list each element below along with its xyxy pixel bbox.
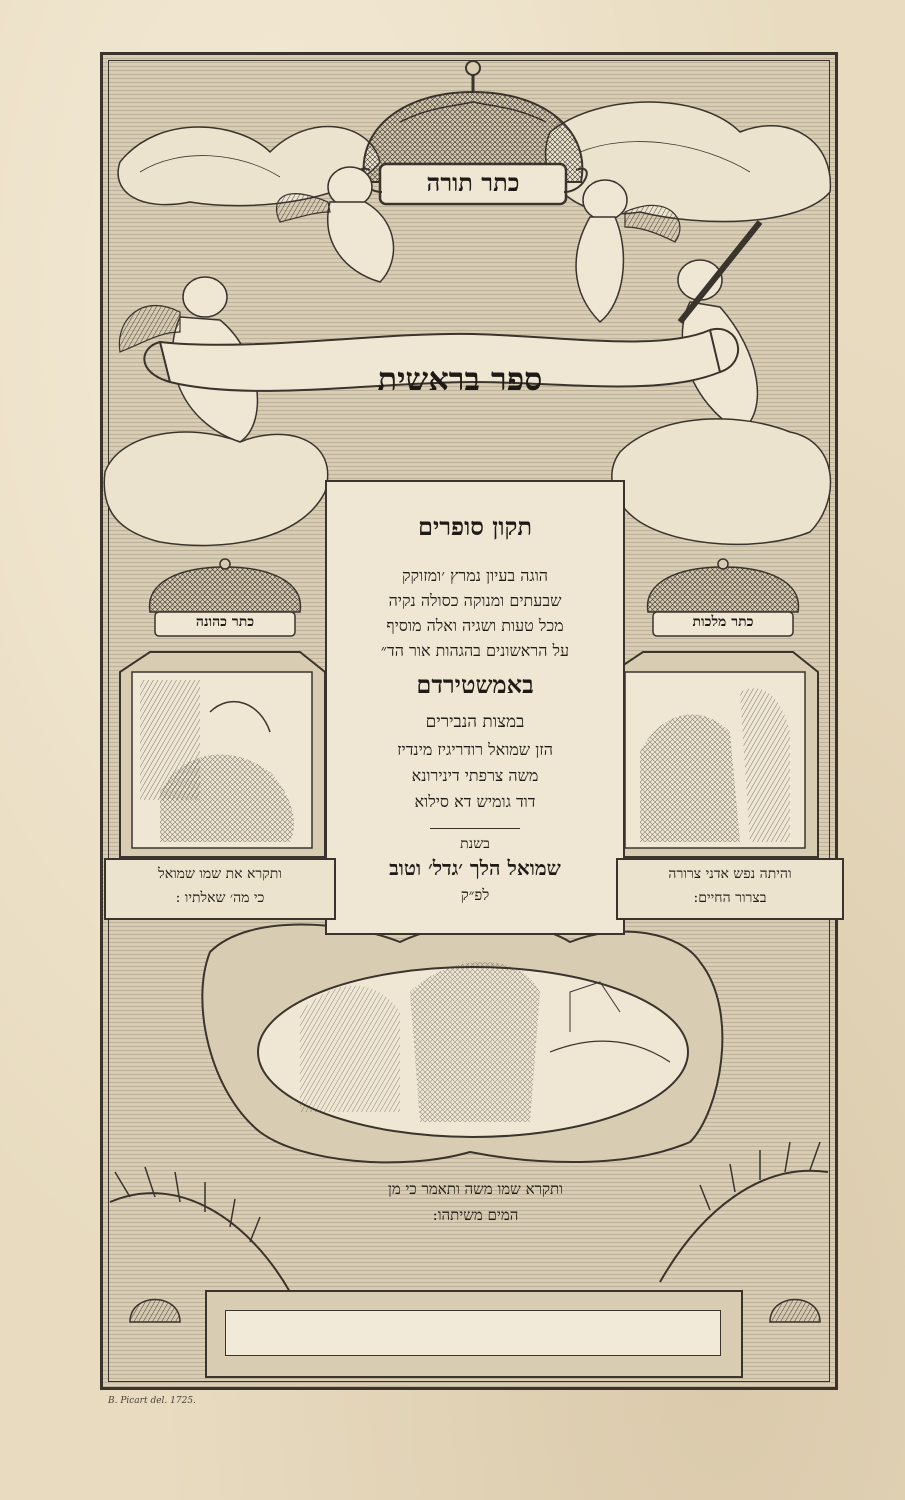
cherubs-holding-crown xyxy=(119,167,760,442)
title-line-4: על הראשונים בהגהות אור הד״ xyxy=(380,641,570,660)
title-line-1: הוגה בעיון נמרץ ׳ומזוקק xyxy=(401,566,548,585)
title-line-9: דוד גומיש דא סילוא xyxy=(414,792,536,811)
title-line-2: שבעתים ומנוקה כסולה נקיה xyxy=(388,591,562,610)
title-line-8: משה צרפתי דינירונא xyxy=(411,766,539,785)
year-chronogram: שמואל הלך ׳גדל׳ וטוב xyxy=(389,856,561,880)
right-caption-line-2: בצרור החיים: xyxy=(693,890,767,906)
title-divider xyxy=(430,828,520,829)
bottom-caption-panel xyxy=(308,1162,643,1244)
bottom-caption-line-1: ותקרא שמו משה ותאמר כי מן xyxy=(388,1180,563,1198)
right-crown-label: כתר מלכות xyxy=(692,614,754,630)
artist-signature: B. Picart del. 1725. xyxy=(108,1396,196,1406)
right-vignette-abigail xyxy=(613,652,818,857)
left-caption-line-1: ותקרא את שמו שמואל xyxy=(158,866,282,882)
year-suffix: לפ״ק xyxy=(460,886,490,904)
left-crown-label: כתר כהונה xyxy=(195,614,255,630)
title-line-7: הזן שמואל רודריגיז מינדיז xyxy=(397,740,553,759)
title-heading: תקון סופרים xyxy=(418,512,532,541)
bottom-caption-line-2: המים משיתהו: xyxy=(432,1206,519,1224)
book-title: ספר בראשית xyxy=(377,360,543,398)
title-line-3: מכל טעות ושגיה ואלה מוסיף xyxy=(386,616,564,635)
right-caption-line-1: והיתה נפש אדני צרורה xyxy=(668,866,792,882)
left-caption-line-2: כי מה׳ שאלתיו : xyxy=(175,890,265,906)
bottom-vignette-moses xyxy=(202,923,722,1162)
blank-cartouche-field xyxy=(225,1310,721,1356)
year-intro: בשנת xyxy=(460,836,490,852)
place-amsterdam: באמשטירדם xyxy=(416,670,534,699)
blank-cartouche xyxy=(205,1290,743,1378)
left-vignette-hannah xyxy=(120,652,325,857)
title-line-6: במצות הנבירים xyxy=(425,712,525,732)
crown-inscription: כתר תורה xyxy=(426,168,520,197)
